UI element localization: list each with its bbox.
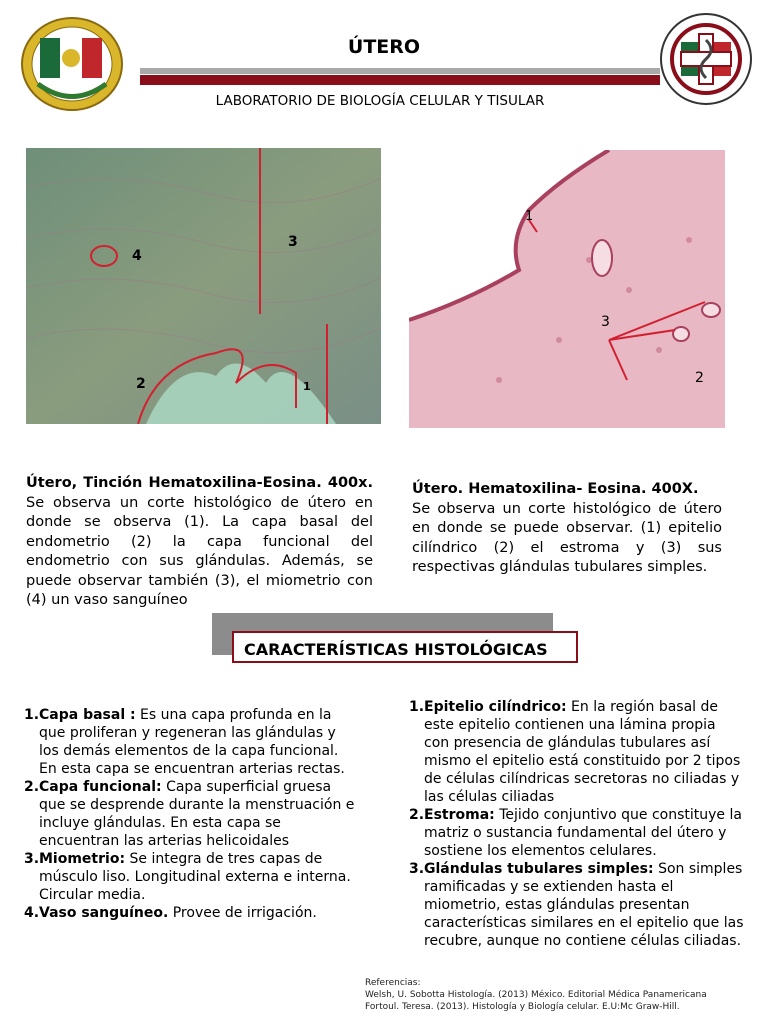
characteristics-list-right — [409, 698, 744, 950]
school-crest-logo — [659, 12, 753, 106]
list-item-number: 4. — [24, 905, 40, 921]
list-item-term: Glándulas tubulares simples: — [424, 861, 654, 877]
list-item-text: Provee de irrigación. — [168, 905, 317, 921]
header-divider-gray — [140, 68, 660, 74]
list-item-text: Capa superficial gruesa que se desprende durante la menstruación e incluye glándulas. En esta capa se encuentran las arterias helicoidales — [39, 779, 355, 849]
micrograph-left-label-1: 1 — [303, 380, 311, 393]
list-item-number: 3. — [409, 861, 425, 877]
caption-right — [412, 480, 722, 578]
references-heading: Referencias: — [365, 978, 421, 988]
characteristics-list-left — [24, 706, 359, 922]
micrograph-left-label-4: 4 — [132, 248, 142, 264]
section-title: CARACTERÍSTICAS HISTOLÓGICAS — [244, 640, 548, 659]
micrograph-left-label-3: 3 — [288, 234, 298, 250]
caption-right-title: Útero. Hematoxilina- Eosina. 400X. — [412, 481, 699, 497]
references — [365, 977, 707, 1013]
micrograph-right-label-1: 1 — [525, 209, 534, 224]
list-item-number: 2. — [24, 779, 40, 795]
list-item — [24, 778, 359, 850]
list-item-text: Es una capa profunda en la que proliferan y regeneran las glándulas y los demás elementos de la capa funcional. En esta capa se encuentran arterias rectas. — [39, 707, 345, 777]
caption-left-text: Se observa un corte histológico de útero en donde se observa (1). La capa basal del endometrio (2) la capa funcional del endometrio con sus glándulas. Además, se puede observar también (3), el miometrio con (4) un vaso sanguíneo — [26, 494, 373, 608]
micrograph-right — [409, 150, 725, 428]
list-item-number: 1. — [409, 699, 425, 715]
list-item-term: Miometrio: — [39, 851, 126, 867]
micrograph-right-label-3: 3 — [601, 314, 610, 330]
page-title: ÚTERO — [347, 36, 421, 58]
caption-left-title: Útero, Tinción Hematoxilina-Eosina. 400x. — [26, 475, 373, 491]
list-item — [24, 904, 359, 922]
list-item — [409, 806, 744, 860]
list-item — [409, 860, 744, 950]
header-divider-red — [140, 75, 660, 85]
list-item-number: 2. — [409, 807, 425, 823]
micrograph-left — [26, 148, 381, 424]
caption-left — [26, 474, 373, 611]
list-item-term: Estroma: — [424, 807, 495, 823]
list-item-term: Vaso sanguíneo. — [39, 905, 169, 921]
list-item-number: 3. — [24, 851, 40, 867]
list-item-term: Epitelio cilíndrico: — [424, 699, 567, 715]
reference-item: Welsh, U. Sobotta Histología. (2013) México. Editorial Médica Panamericana — [365, 990, 707, 1000]
page-subtitle: LABORATORIO DE BIOLOGÍA CELULAR Y TISULAR — [215, 93, 545, 109]
list-item-term: Capa funcional: — [39, 779, 162, 795]
list-item-text: Tejido conjuntivo que constituye la matriz o sustancia fundamental del útero y sostiene los elementos celulares. — [424, 807, 742, 859]
list-item-text: Son simples ramificadas y se extienden hasta el miometrio, estas glándulas presentan características similares en el epitelio que las recubre, aunque no contiene células ciliadas. — [424, 861, 744, 949]
list-item-number: 1. — [24, 707, 40, 723]
micrograph-right-label-2: 2 — [695, 370, 704, 386]
list-item-text: En la región basal de este epitelio contienen una lámina propia con presencia de glándulas tubulares así mismo el epitelio está constituido por 2 tipos de células cilíndricas secretoras no ciliadas y las células ciliadas — [424, 699, 741, 805]
caption-right-text: Se observa un corte histológico de útero en donde se puede observar. (1) epitelio cilíndrico (2) el estroma y (3) sus respectivas glándulas tubulares simples. — [412, 500, 722, 575]
reference-item: Fortoul. Teresa. (2013). Histología y Biología celular. E.U:Mc Graw-Hill. — [365, 1002, 680, 1012]
list-item — [24, 850, 359, 904]
list-item-term: Capa basal : — [39, 707, 136, 723]
list-item — [409, 698, 744, 806]
micrograph-left-label-2: 2 — [136, 376, 146, 392]
list-item-text: Se integra de tres capas de músculo liso. Longitudinal externa e interna. Circular media. — [39, 851, 351, 903]
list-item — [24, 706, 359, 778]
